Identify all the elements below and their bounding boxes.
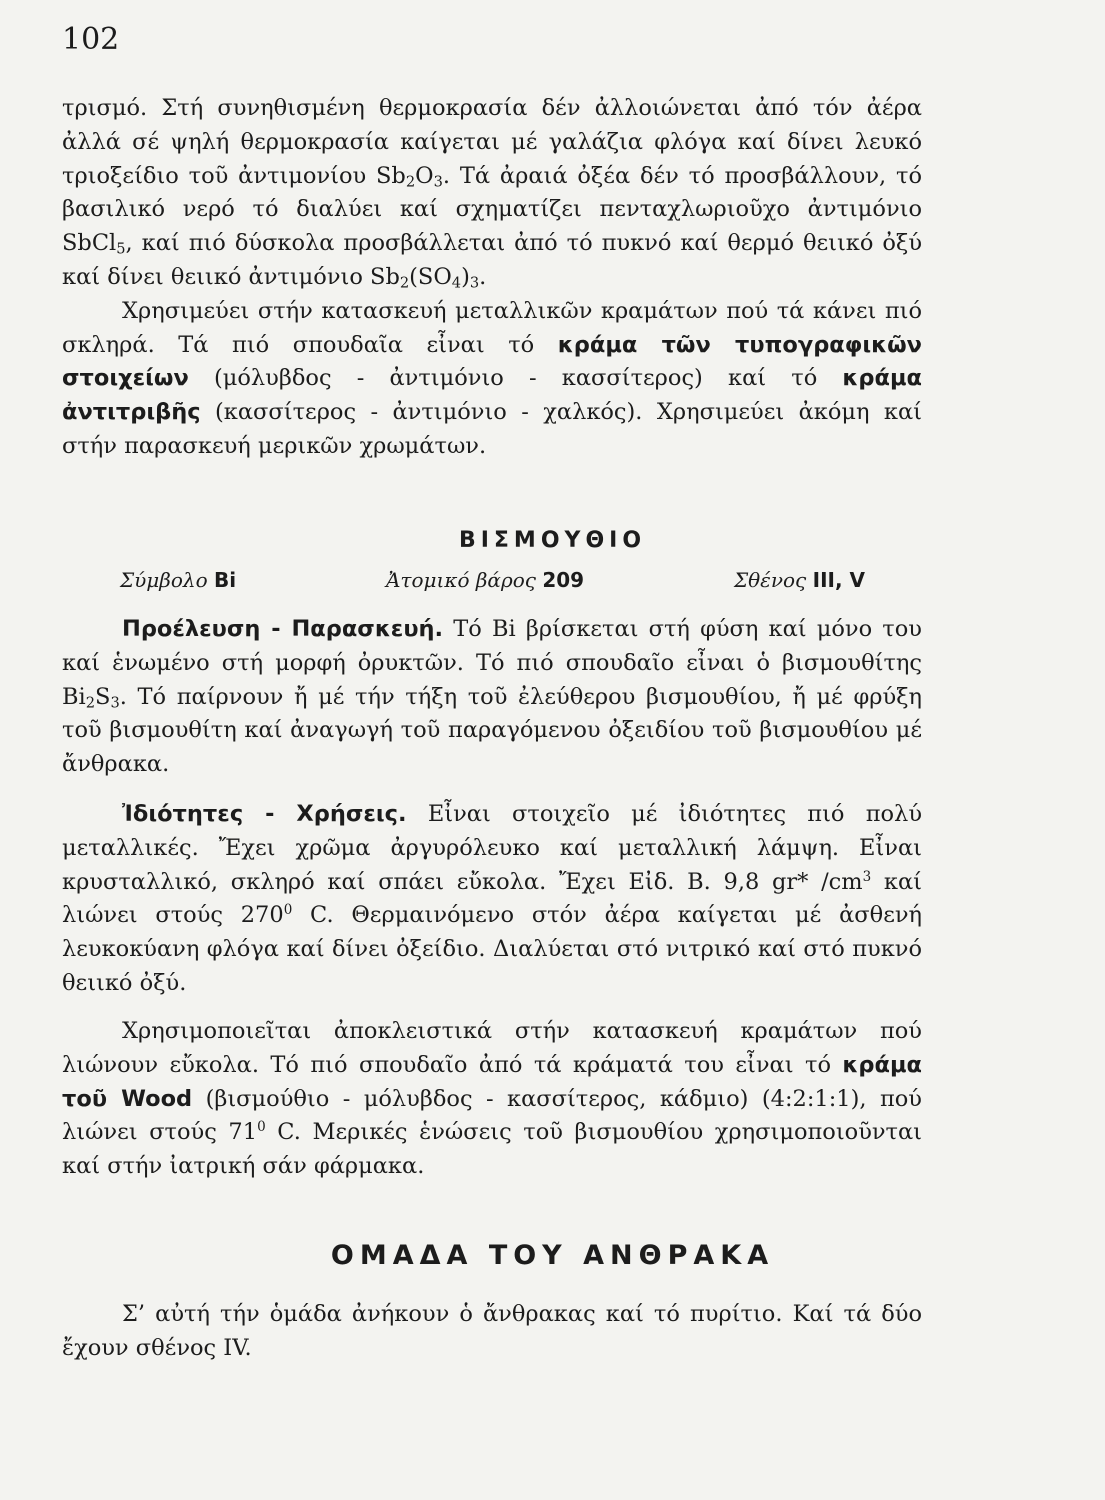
bismuth-origin-paragraph: Προέλευση - Παρασκευή. Τό Bi βρίσκεται στή φύση καί μόνο του καί ἑνωμένο στή μορφή ὀρυκτῶν. Τό πιό σπουδαῖο εἶναι ὁ βισμουθίτης $Bi_2S_3$. Τό παίρνουν ἤ μέ τήν τήξη τοῦ ἐλεύθερου βισμουθίου, ἤ μέ φρύξη τοῦ βισμουθίτη καί ἀναγωγή τοῦ παραγόμενου ὀξειδίου τοῦ βισμουθίου μέ ἄνθρακα. xyxy=(62,616,922,778)
formula-sb2so43: $Sb_2(SO_4)_3$ xyxy=(370,263,480,292)
page-number: 102 xyxy=(62,22,120,57)
bismuth-element-info xyxy=(120,568,865,592)
bismuth-properties-paragraph: Ἰδιότητες - Χρήσεις. Εἶναι στοιχεῖο μέ ἰδιότητες πιό πολύ μεταλλικές. Ἔχει χρῶμα ἀργυρόλευκο καί μεταλλική λάμψη. Εἶναι κρυσταλλικό, σκληρό καί σπάει εὔκολα. Ἔχει Εἰδ. Β. 9,8 gr* $/cm^3$ καί λιώνει στούς $270^0$ C. Θερμαινόμενο στόν ἀέρα καίγεται μέ ἀσθενή λευκοκύανη φλόγα καί δίνει ὀξείδιο. Διαλύεται στό νιτρικό καί στό πυκνό θειικό ὀξύ. xyxy=(62,801,923,996)
formula-sbcl5: SbCl$_5$ xyxy=(62,230,126,258)
origin-run-in-heading: Προέλευση - Παρασκευή. xyxy=(122,616,444,642)
carbon-group-heading: ΟΜΑΔΑ ΤΟΥ ΑΝΘΡΑΚΑ xyxy=(330,1240,775,1271)
formula-sb2o3: $Sb_2O_3$ xyxy=(376,162,443,191)
antimony-continuation xyxy=(62,92,922,464)
valence-info: Σθένος III, V xyxy=(733,568,865,592)
alloy-antifriction: κράμα ἀντιτριβῆς xyxy=(62,365,922,426)
antimony-uses-paragraph: Χρησιμεύει στήν κατασκευή μεταλλικῶν κραμάτων πού τά κάνει πιό σκληρά. Τά πιό σπουδαῖα εἶναι τό κράμα τῶν τυπογραφικῶν στοιχείων (μόλυβδος - ἀντιμόνιο - κασσίτερος) καί τό κράμα ἀντιτριβῆς (κασσίτερος - ἀντιμόνιο - χαλκός). Χρησιμεύει ἀκόμη καί στήν παρασκευή μερικῶν χρωμάτων. xyxy=(62,297,922,459)
wood-alloy-term: κράμα τοῦ Wood xyxy=(62,1051,922,1112)
antimony-properties-paragraph: τρισμό. Στή συνηθισμένη θερμοκρασία δέν ἀλλοιώνεται ἀπό τόν ἀέρα ἀλλά σέ ψηλή θερμοκρασία καίγεται μέ γαλάζια φλόγα καί δίνει λευκό τριοξείδιο τοῦ ἀντιμονίου $Sb_2O_3$. Τά ἀραιά ὀξέα δέν τό προσβάλλουν, τό βασιλικό νερό τό διαλύει καί σχηματίζει πενταχλωριοῦχο ἀντιμόνιο SbCl$_5$, καί πιό δύσκολα προσβάλλεται ἀπό τό πυκνό καί θερμό θειικό ὀξύ καί δίνει θειικό ἀντιμόνιο $Sb_2(SO_4)_3$. xyxy=(62,95,922,292)
carbon-group-paragraph: Σ’ αὐτή τήν ὁμάδα ἀνήκουν ὁ ἄνθρακας καί τό πυρίτιο. Καί τά δύο ἔχουν σθένος IV. xyxy=(62,1301,922,1361)
bismuth-heading: ΒΙΣΜΟΥΘΙΟ xyxy=(458,528,647,553)
properties-run-in-heading: Ἰδιότητες - Χρήσεις. xyxy=(122,801,407,827)
formula-bi2s3: $Bi_2S_3$ xyxy=(62,683,120,712)
alloy-type-metal: κράμα τῶν τυπογραφικῶν στοιχείων xyxy=(62,331,922,392)
atomic-weight-info: Ἀτομικό βάρος 209 xyxy=(385,568,585,592)
symbol-info: Σύμβολο Bi xyxy=(120,568,237,592)
bismuth-uses-paragraph: Χρησιμοποιεῖται ἀποκλειστικά στήν κατασκευή κραμάτων πού λιώνουν εὔκολα. Τό πιό σπουδαῖο ἀπό τά κράματά του εἶναι τό κράμα τοῦ Wood (βισμούθιο - μόλυβδος - κασσίτερος, κάδμιο) (4:2:1:1), πού λιώνει στούς $71^0$ C. Μερικές ἑνώσεις τοῦ βισμουθίου χρησιμοποιοῦνται καί στήν ἰατρική σάν φάρμακα. xyxy=(62,1018,923,1180)
